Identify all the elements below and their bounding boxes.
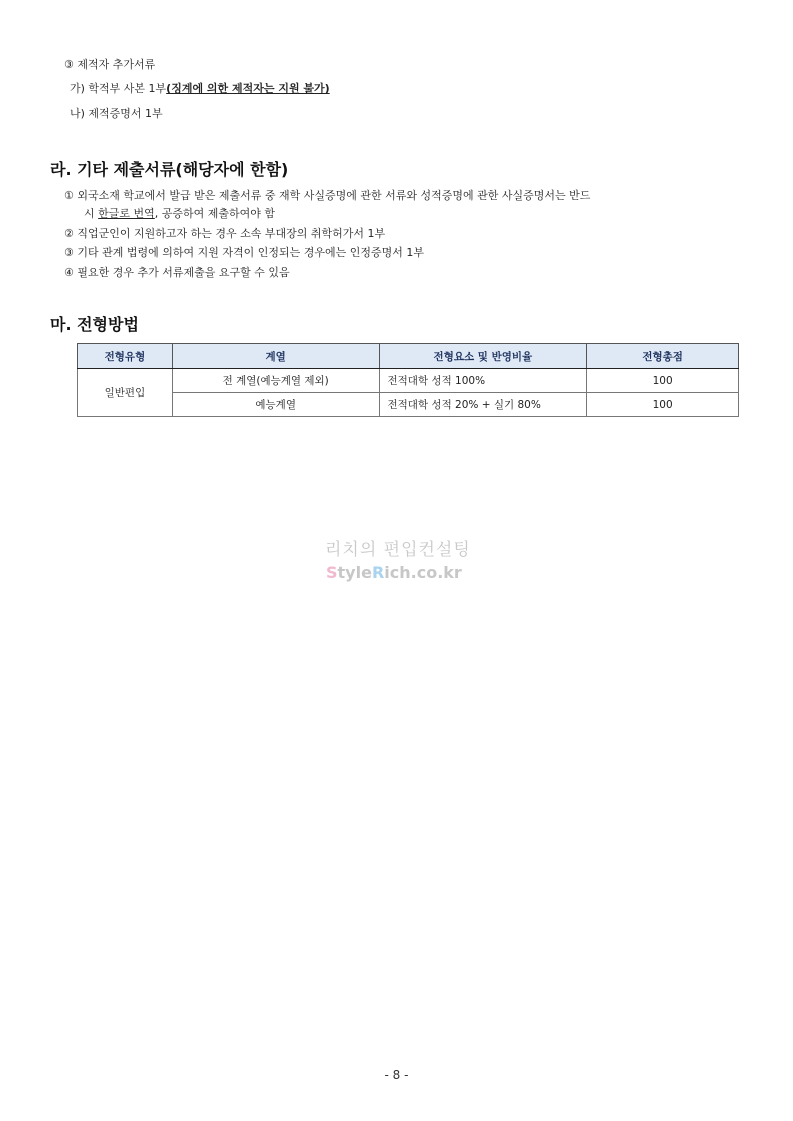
section-d-item1-line2-post: , 공증하여 제출하여야 함 [154, 207, 276, 220]
watermark-title: 리치의 편입컨설팅 [325, 540, 471, 560]
table-row [78, 393, 739, 417]
section-d-item1-line2 [84, 205, 275, 221]
table-header-cell: 계열 [172, 344, 379, 369]
table-header-row [78, 344, 739, 369]
table-cell-total: 100 [587, 369, 739, 393]
table-header-cell: 전형총점 [587, 344, 739, 369]
section-d-item1-line1: ① 외국소재 학교에서 발급 받은 제출서류 중 재학 사실증명에 관한 서류와 성적증명에 관한 사실증명서는 반드 [64, 189, 591, 202]
page-number: - 8 - [384, 1068, 409, 1082]
section-d-item1-line2-pre: 시 [84, 207, 95, 220]
table-header-cell: 전형요소 및 반영비율 [379, 344, 587, 369]
watermark-url-b: ich.co.kr [384, 563, 462, 582]
section-c-item-a-text: 가) 학적부 사본 1부 [70, 82, 167, 95]
table-cell-criteria: 전적대학 성적 100% [379, 369, 587, 393]
watermark-url-s: S [326, 563, 338, 582]
table-cell-track: 전 계열(예능계열 제외) [172, 369, 379, 393]
table-cell-type: 일반편입 [78, 369, 173, 417]
section-d-item4: ④ 필요한 경우 추가 서류제출을 요구할 수 있음 [64, 266, 290, 279]
section-d-heading: 라. 기타 제출서류(해당자에 한함) [50, 160, 289, 179]
table-cell-total: 100 [587, 393, 739, 417]
section-e-heading: 마. 전형방법 [50, 315, 139, 334]
table-row [78, 369, 739, 393]
section-c-item-a [70, 80, 330, 96]
table-cell-track: 예능계열 [172, 393, 379, 417]
watermark-url [326, 563, 462, 582]
section-c-item-b: 나) 제적증명서 1부 [70, 107, 163, 120]
selection-method-table [77, 343, 739, 417]
section-d-item1-underlined: 한글로 번역 [98, 207, 155, 220]
section-c-item3: ③ 제적자 추가서류 [64, 58, 156, 71]
watermark-url-r: R [371, 563, 385, 582]
watermark-url-a: tyle [337, 563, 372, 582]
section-d-item3: ③ 기타 관계 법령에 의하여 지원 자격이 인정되는 경우에는 인정증명서 1부 [64, 246, 424, 259]
section-c-item-a-emphasis: (징계에 의한 제적자는 지원 불가) [166, 82, 330, 95]
table-header-cell: 전형유형 [78, 344, 173, 369]
table-cell-criteria: 전적대학 성적 20% + 실기 80% [379, 393, 587, 417]
section-d-item2: ② 직업군인이 지원하고자 하는 경우 소속 부대장의 취학허가서 1부 [64, 227, 386, 240]
